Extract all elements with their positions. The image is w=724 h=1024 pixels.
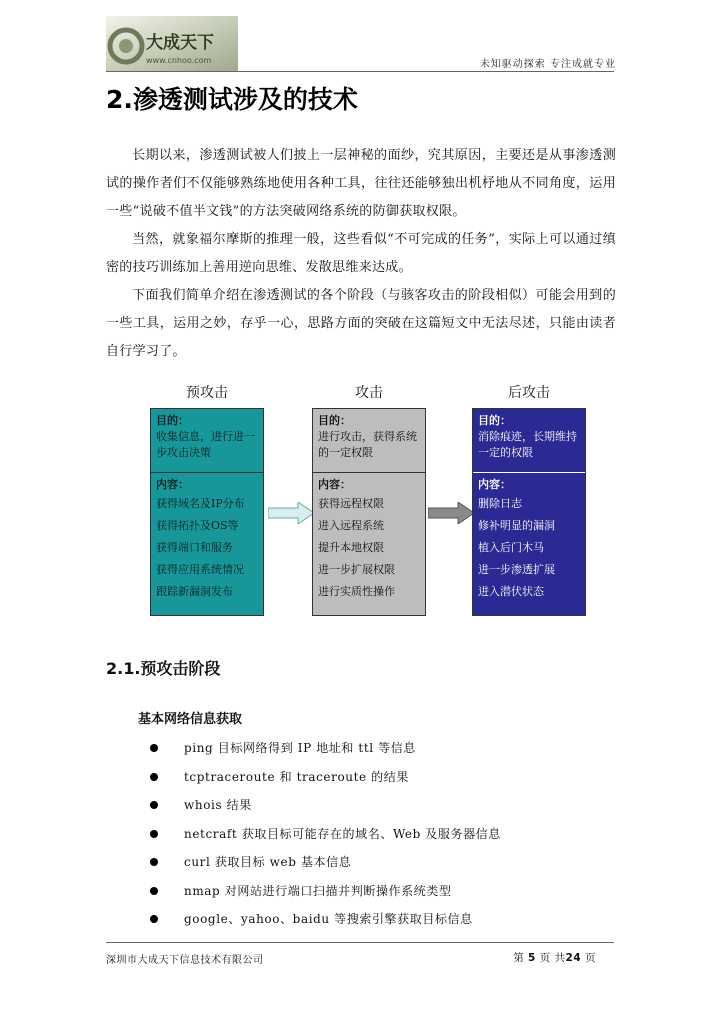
paragraph-tools-text: 下面我们简单介绍在渗透测试的各个阶段（与骇客攻击的阶段相似）可能会用到的一些工具，运用之妙，存乎一心，思路方面的突破在这篇短文中无法尽述，只能由读者自行学习了。 <box>106 288 616 359</box>
bullet-icon <box>150 773 158 781</box>
list-item <box>150 734 501 763</box>
page-total: 24 <box>565 952 582 964</box>
content-heading: 内容： <box>318 478 351 491</box>
section-title: 预攻击阶段 <box>140 659 221 678</box>
list-item: 删除日志 <box>478 497 522 510</box>
list-item: 获得域名及IP分布 <box>156 497 245 510</box>
phase-content-attack <box>313 473 425 607</box>
list-item: 进一步渗透扩展 <box>478 563 555 576</box>
phase-goal-attack <box>313 409 425 473</box>
goal-heading: 目的： <box>478 414 511 427</box>
list-item-text: ping 目标网络得到 IP 地址和 ttl 等信息 <box>184 741 416 756</box>
goal-heading: 目的： <box>156 414 189 427</box>
page-suffix: 页 <box>585 952 596 964</box>
list-item: 跟踪新漏洞发布 <box>156 585 233 598</box>
content-heading: 内容： <box>478 478 511 491</box>
list-item <box>150 791 501 820</box>
phase-box-attack <box>312 408 426 616</box>
list-item-text: nmap 对网站进行端口扫描并判断操作系统类型 <box>184 883 452 898</box>
bullet-icon <box>150 830 158 838</box>
logo-text: 大成天下 <box>146 33 214 53</box>
phase-box-pre <box>150 408 264 616</box>
goal-text: 收集信息，进行进一步攻击决策 <box>156 430 255 459</box>
phase-label-attack: 攻击 <box>355 385 383 401</box>
list-item: 获得远程权限 <box>318 497 384 510</box>
bullet-icon <box>150 858 158 866</box>
logo-graphic <box>106 16 238 72</box>
footer-divider <box>106 942 614 943</box>
logo-url: www.cnhoo.com <box>146 56 212 65</box>
goal-text: 进行攻击，获得系统的一定权限 <box>318 430 417 459</box>
page-title: 2.渗透测试涉及的技术 <box>106 85 358 114</box>
section-heading <box>106 656 220 679</box>
bullet-icon <box>150 744 158 752</box>
page-prefix: 第 <box>513 952 525 964</box>
phase-label-post: 后攻击 <box>508 385 550 401</box>
attack-phases-diagram <box>146 378 592 626</box>
list-item <box>150 905 501 934</box>
list-item: 获得应用系统情况 <box>156 563 244 576</box>
phase-goal-pre <box>151 409 263 473</box>
subheading: 基本网络信息获取 <box>138 712 243 727</box>
list-item: 进一步扩展权限 <box>318 563 395 576</box>
goal-text: 消除痕迹，长期维持一定的权限 <box>478 430 577 459</box>
header-tagline: 未知驱动探索 专注成就专业 <box>479 59 616 70</box>
bullet-icon <box>150 887 158 895</box>
tool-list <box>150 734 501 934</box>
arrow-right-icon <box>268 502 314 524</box>
list-item: 提升本地权限 <box>318 541 384 554</box>
list-item-text: tcptraceroute 和 traceroute 的结果 <box>184 769 409 784</box>
list-item-text: whois 结果 <box>184 798 252 813</box>
company-logo <box>106 16 238 72</box>
list-item <box>150 820 501 849</box>
phase-label-pre: 预攻击 <box>186 385 228 401</box>
list-item <box>150 877 501 906</box>
list-item: 进入远程系统 <box>318 519 384 532</box>
paragraph-intro-text: 长期以来，渗透测试被人们披上一层神秘的面纱，究其原因，主要还是从事渗透测试的操作者们不仅能够熟练地使用各种工具，往往还能够独出机杼地从不同角度，运用一些“说破不值半文钱”的方法突破网络系统的防御获取权限。 <box>106 148 616 219</box>
page-number <box>513 950 596 965</box>
list-item <box>150 763 501 792</box>
paragraph-intro <box>106 142 616 226</box>
phase-box-post <box>472 408 586 616</box>
paragraph-tools <box>106 282 616 366</box>
header-divider <box>106 71 614 72</box>
list-item-text: netcraft 获取目标可能存在的域名、Web 及服务器信息 <box>184 826 501 841</box>
phase-goal-post <box>473 409 585 473</box>
content-heading: 内容： <box>156 478 189 491</box>
phase-content-post <box>473 473 585 607</box>
paragraph-holmes <box>106 226 616 282</box>
goal-heading: 目的： <box>318 414 351 427</box>
arrow-right-icon <box>428 502 474 524</box>
list-item: 获得端口和服务 <box>156 541 233 554</box>
list-item: 修补明显的漏洞 <box>478 519 555 532</box>
list-item: 获得拓扑及OS等 <box>156 519 239 532</box>
bullet-icon <box>150 801 158 809</box>
footer-company: 深圳市大成天下信息技术有限公司 <box>106 955 264 966</box>
page-mid: 页 共 <box>539 952 566 964</box>
list-item-text: google、yahoo、baidu 等搜索引擎获取目标信息 <box>184 912 473 927</box>
list-item: 进行实质性操作 <box>318 585 395 598</box>
section-number: 2.1. <box>106 659 141 678</box>
paragraph-holmes-text: 当然，就象福尔摩斯的推理一般，这些看似“不可完成的任务”，实际上可以通过缜密的技巧训练加上善用逆向思维、发散思维来达成。 <box>106 232 616 275</box>
page-current: 5 <box>528 952 536 964</box>
list-item <box>150 848 501 877</box>
list-item: 植入后门木马 <box>478 541 544 554</box>
list-item: 进入潜伏状态 <box>478 585 544 598</box>
list-item-text: curl 获取目标 web 基本信息 <box>184 855 352 870</box>
phase-content-pre <box>151 473 263 607</box>
bullet-icon <box>150 915 158 923</box>
